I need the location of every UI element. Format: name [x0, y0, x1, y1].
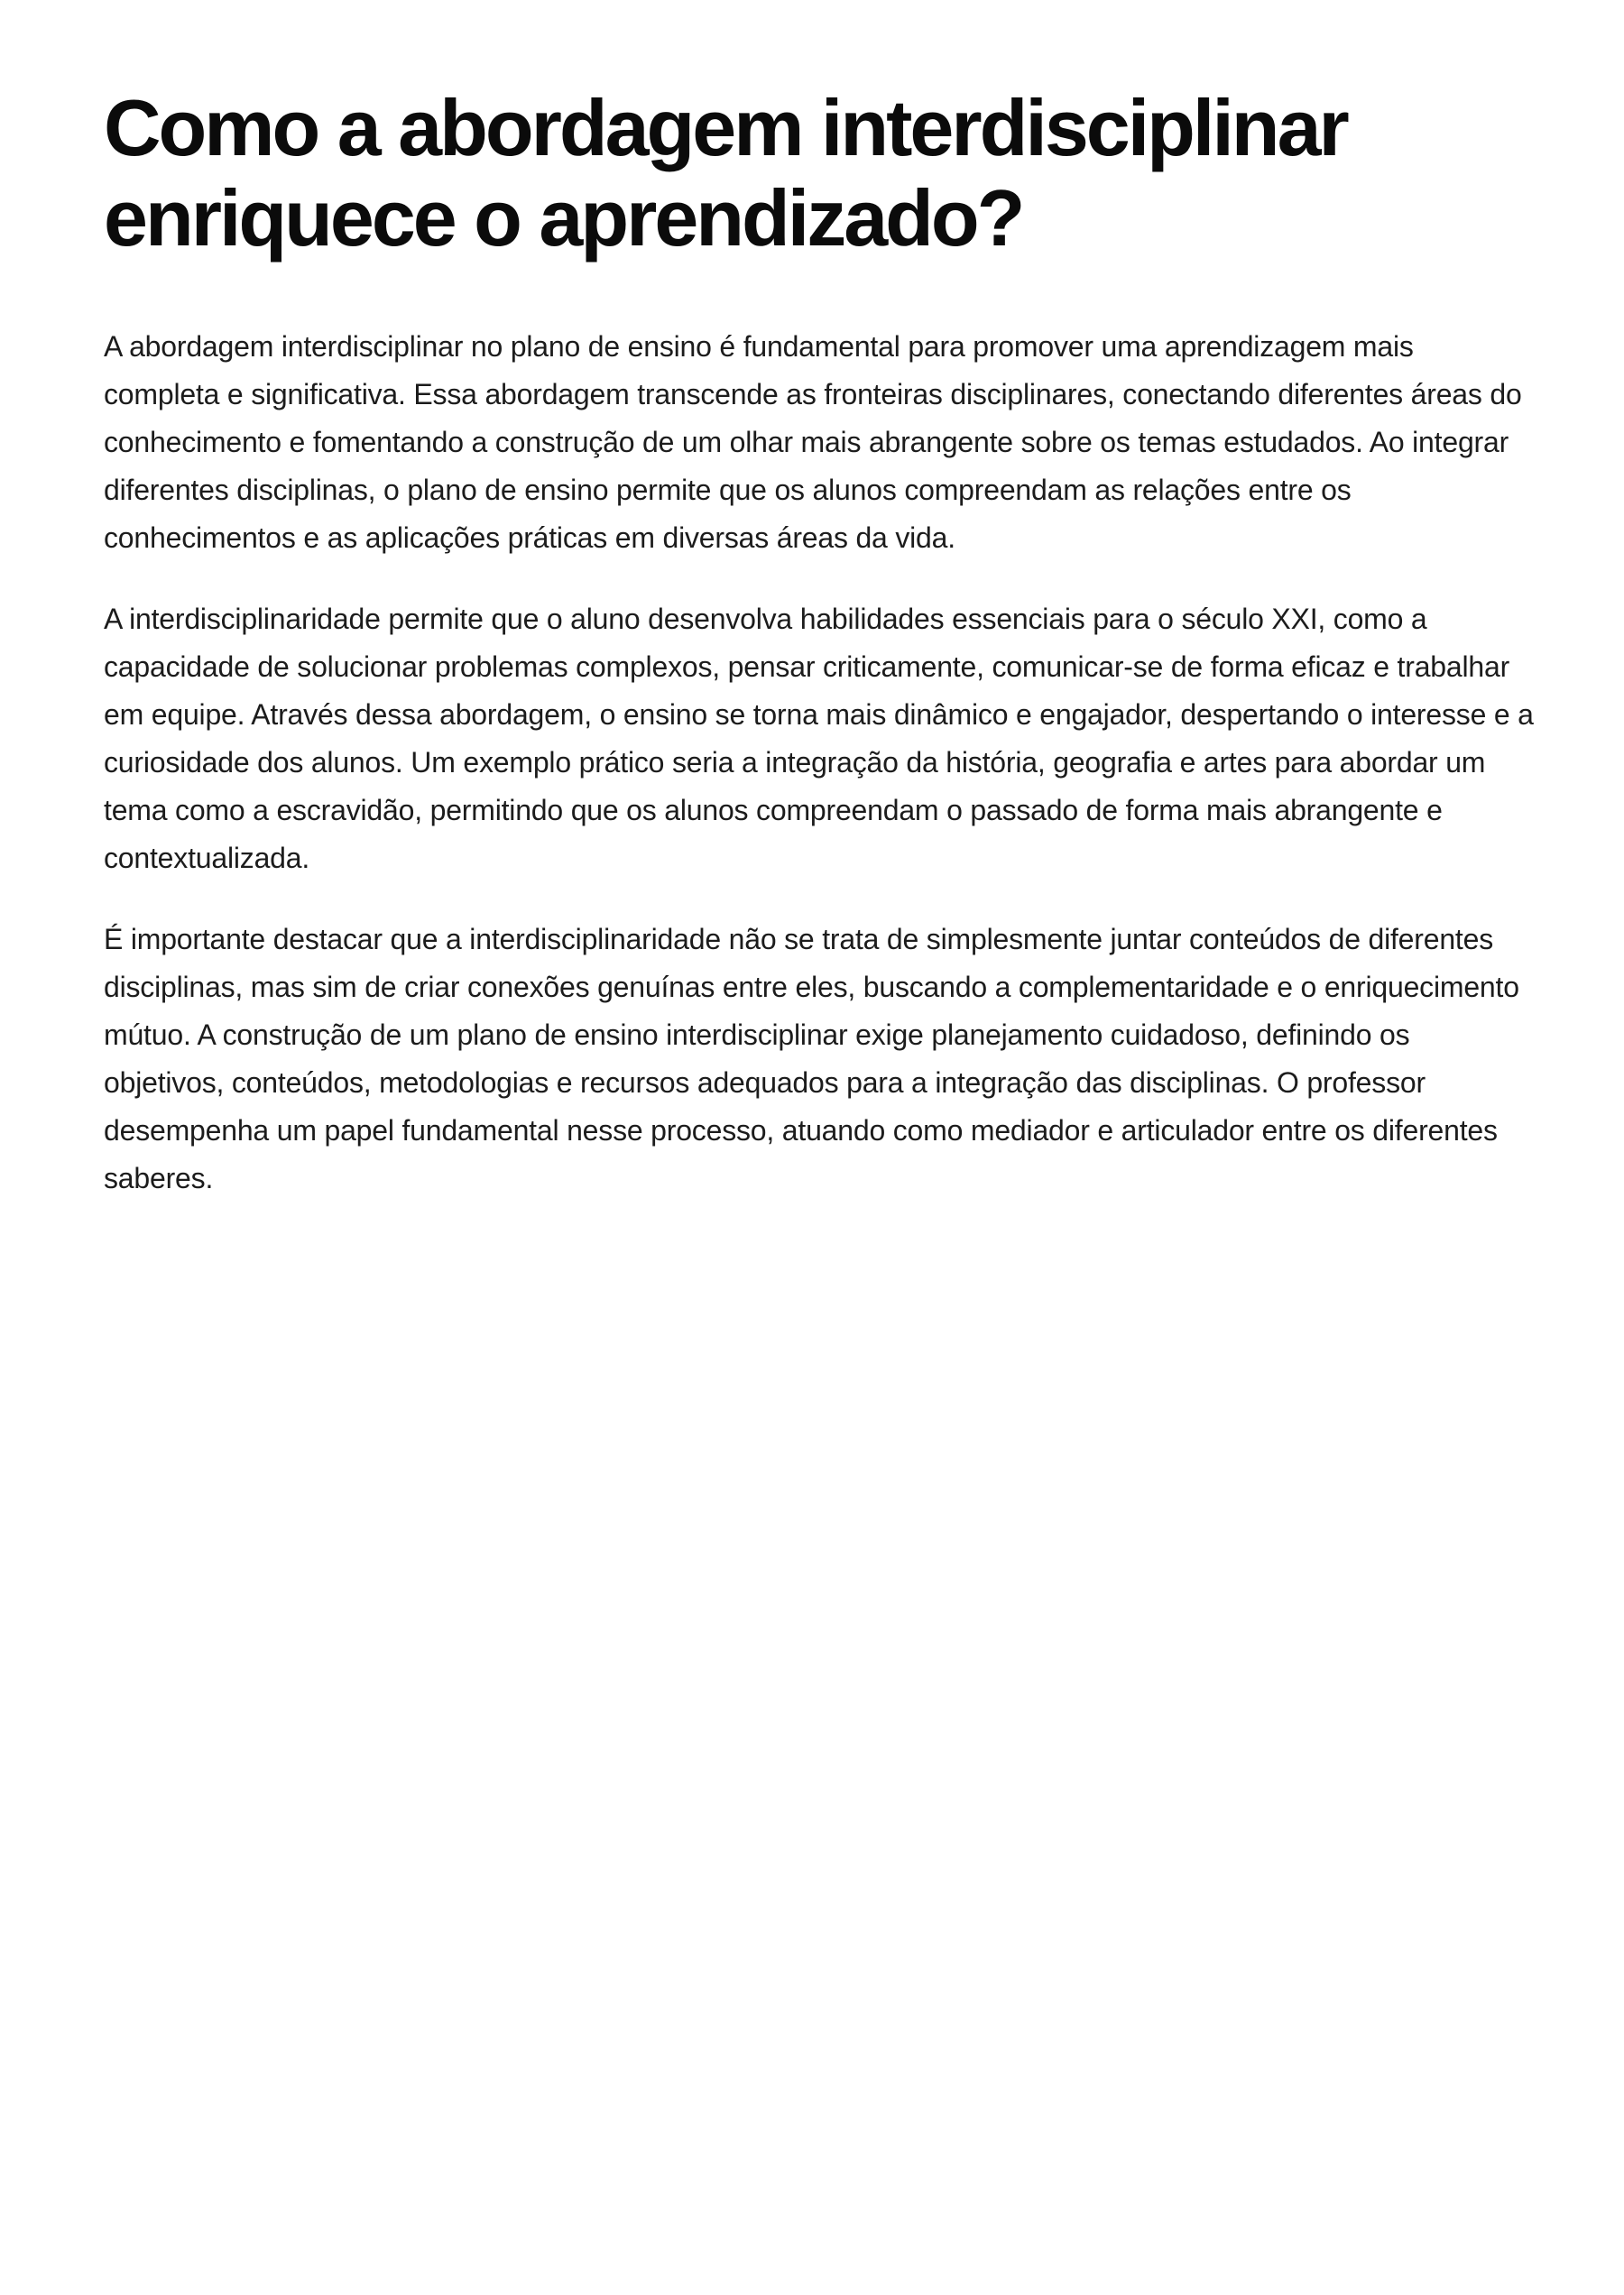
document-content [104, 83, 1534, 1236]
paragraph-3: É importante destacar que a interdisciplinaridade não se trata de simplesmente juntar conteúdos de diferentes disciplinas, mas sim de criar conexões genuínas entre eles, buscando a complementaridade e o enriquecimento mútuo. A construção de um plano de ensino interdisciplinar exige planejamento cuidadoso, definindo os objetivos, conteúdos, metodologias e recursos adequados para a integração das disciplinas. O professor desempenha um papel fundamental nesse processo, atuando como mediador e articulador entre os diferentes saberes. [104, 923, 1519, 1194]
body-text [104, 323, 1534, 1203]
paragraph-1: A abordagem interdisciplinar no plano de ensino é fundamental para promover uma aprendizagem mais completa e significativa. Essa abordagem transcende as fronteiras disciplinares, conectando diferentes áreas do conhecimento e fomentando a construção de um olhar mais abrangente sobre os temas estudados. Ao integrar diferentes disciplinas, o plano de ensino permite que os alunos compreendam as relações entre os conhecimentos e as aplicações práticas em diversas áreas da vida. [104, 330, 1522, 554]
paragraph-2: A interdisciplinaridade permite que o aluno desenvolva habilidades essenciais para o século XXI, como a capacidade de solucionar problemas complexos, pensar criticamente, comunicar-se de forma eficaz e trabalhar em equipe. Através dessa abordagem, o ensino se torna mais dinâmico e engajador, despertando o interesse e a curiosidade dos alunos. Um exemplo prático seria a integração da história, geografia e artes para abordar um tema como a escravidão, permitindo que os alunos compreendam o passado de forma mais abrangente e contextualizada. [104, 603, 1534, 874]
page-title: Como a abordagem interdisciplinar enriquece o aprendizado? [104, 83, 1347, 263]
